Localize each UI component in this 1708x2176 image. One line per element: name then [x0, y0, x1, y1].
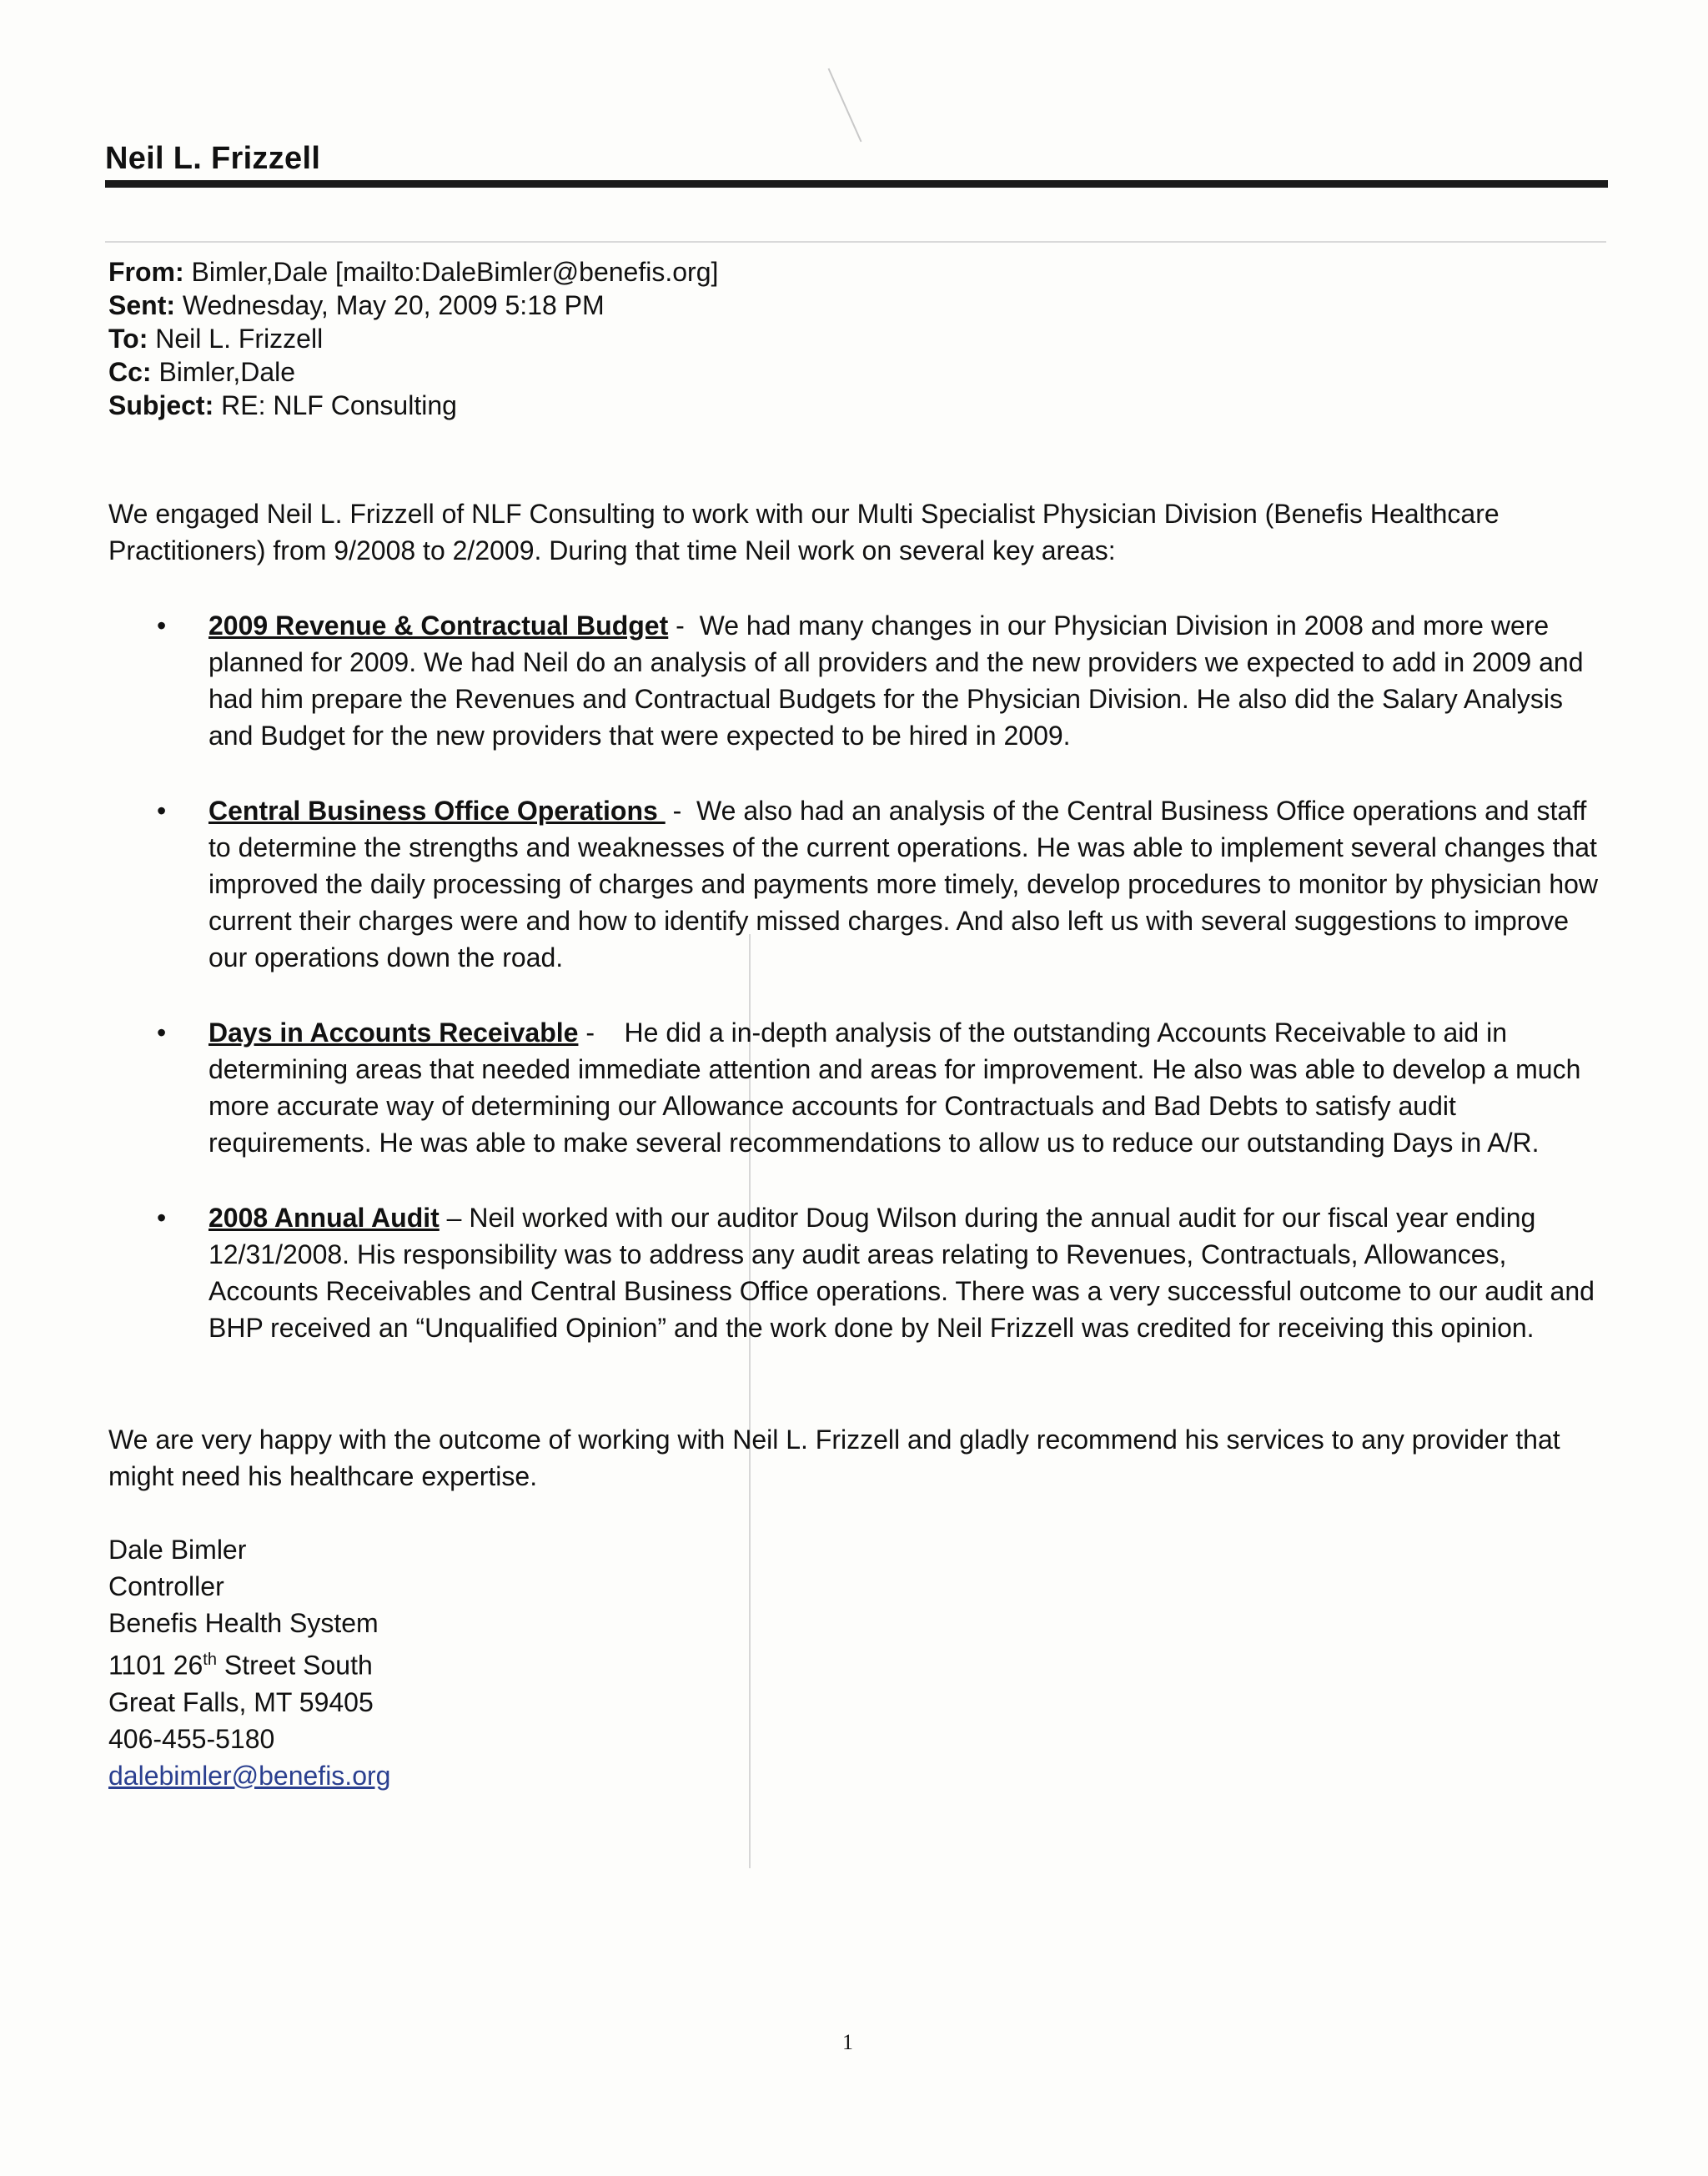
item-title: 2009 Revenue & Contractual Budget	[208, 611, 669, 641]
address-suffix: th	[203, 1651, 217, 1669]
signature-address	[108, 1641, 1610, 1684]
item-separator: -	[578, 1018, 625, 1048]
key-areas-list	[108, 607, 1610, 1346]
bullet-icon: •	[157, 611, 167, 641]
cc-value: Bimler,Dale	[158, 357, 296, 387]
sent-label: Sent:	[108, 290, 175, 320]
bullet-icon: •	[157, 796, 167, 826]
item-title: Central Business Office Operations	[208, 796, 666, 826]
to-label: To:	[108, 324, 148, 354]
item-text: Neil worked with our auditor Doug Wilson during the annual audit for our fiscal year ending 12/31/2008. His responsibility was to address any audit areas relating to Revenues, Contractuals, Allowances, Accounts Receivables and Central Business Office operations. There was a very successful outcome to our audit and BHP received an “Unqualified Opinion” and the work done by Neil Frizzell was credited for receiving this opinion.	[208, 1203, 1595, 1343]
from-value: Bimler,Dale [mailto:DaleBimler@benefis.org]	[191, 257, 719, 287]
to-row	[108, 322, 718, 355]
letter-body	[108, 495, 1610, 1794]
from-label: From:	[108, 257, 184, 287]
letterhead-name: Neil L. Frizzell	[105, 141, 321, 176]
bullet-icon: •	[157, 1018, 167, 1048]
signature-organization: Benefis Health System	[108, 1608, 379, 1638]
scan-artifact	[828, 68, 862, 143]
bullet-icon: •	[157, 1203, 167, 1233]
item-text: He did a in-depth analysis of the outstanding Accounts Receivable to aid in determining areas that needed immediate attention and areas for improvement. He also was able to develop a much more accurate way of determining our Allowance accounts for Contractuals and Bad Debts to satisfy audit requirements. He was able to make several recommendations to allow us to reduce our outstanding Days in A/R.	[208, 1018, 1581, 1158]
list-item	[108, 1014, 1610, 1161]
address-number: 1101 26	[108, 1650, 203, 1681]
list-item	[108, 1199, 1610, 1346]
to-value: Neil L. Frizzell	[155, 324, 324, 354]
closing-paragraph: We are very happy with the outcome of working with Neil L. Frizzell and gladly recommend his services to any provider that might need his healthcare expertise.	[108, 1425, 1560, 1491]
intro-paragraph: We engaged Neil L. Frizzell of NLF Consulting to work with our Multi Specialist Physician Division (Benefis Healthcare Practitioners) from 9/2008 to 2/2009. During that time Neil work on several key areas:	[108, 499, 1500, 565]
cc-label: Cc:	[108, 357, 152, 387]
item-text: We had many changes in our Physician Division in 2008 and more were planned for 2009. We had Neil do an analysis of all providers and the new providers we expected to add in 2009 and had him prepare the Revenues and Contractual Budgets for the Physician Division. He also did the Salary Analysis and Budget for the new providers that were expected to be hired in 2009.	[208, 611, 1584, 751]
subject-row	[108, 389, 718, 422]
letterhead-rule	[105, 180, 1608, 188]
item-title: 2008 Annual Audit	[208, 1203, 440, 1233]
list-item	[108, 792, 1610, 976]
item-separator: -	[665, 796, 697, 826]
signature-name: Dale Bimler	[108, 1535, 247, 1565]
item-title: Days in Accounts Receivable	[208, 1018, 579, 1048]
page-number: 1	[842, 2030, 853, 2054]
list-item	[108, 607, 1610, 754]
item-separator: –	[439, 1203, 470, 1233]
header-divider	[105, 241, 1606, 243]
signature-email-link[interactable]: dalebimler@benefis.org	[108, 1760, 391, 1791]
subject-label: Subject:	[108, 390, 214, 420]
subject-value: RE: NLF Consulting	[221, 390, 457, 420]
address-street: Street South	[216, 1650, 373, 1681]
item-separator: -	[668, 611, 700, 641]
sent-value: Wednesday, May 20, 2009 5:18 PM	[182, 290, 605, 320]
email-header	[108, 255, 718, 422]
signature-city: Great Falls, MT 59405	[108, 1686, 374, 1717]
signature-title: Controller	[108, 1571, 224, 1601]
sent-row	[108, 289, 718, 322]
item-text: We also had an analysis of the Central Business Office operations and staff to determine the strengths and weaknesses of the current operations. He was able to implement several changes that improved the daily processing of charges and payments more timely, develop procedures to monitor by physician how current their charges were and how to identify missed charges. And also left us with several suggestions to improve our operations down the road.	[208, 796, 1599, 972]
letterhead	[105, 140, 1608, 188]
cc-row	[108, 355, 718, 389]
signature-phone: 406-455-5180	[108, 1723, 275, 1754]
signature-block	[108, 1531, 1610, 1794]
from-row	[108, 255, 718, 289]
